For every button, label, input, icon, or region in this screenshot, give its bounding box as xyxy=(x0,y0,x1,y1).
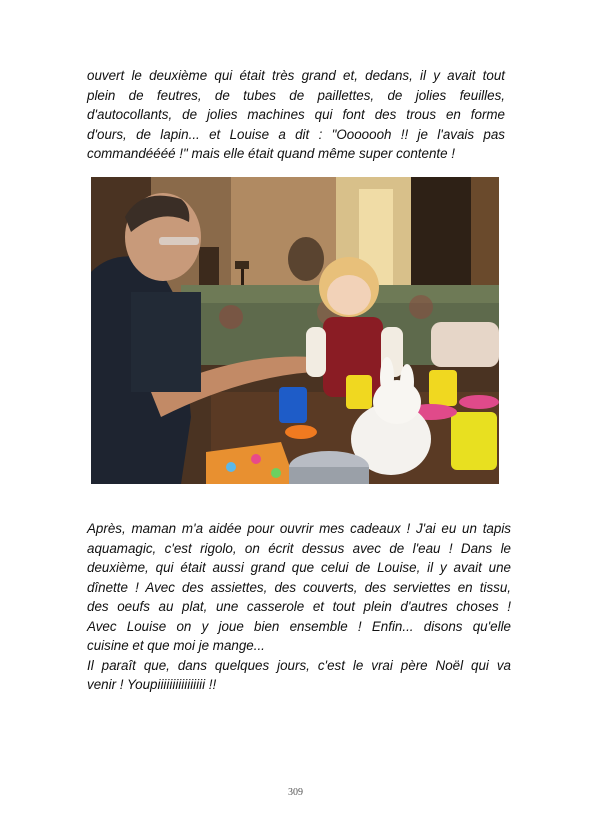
text-line: Il paraît que, dans quelques jours, c'est le vrai père Noël qui va xyxy=(87,657,511,673)
paragraph-2 xyxy=(87,519,511,695)
family-photo xyxy=(91,177,499,484)
text-line: venir ! Youpiiiiiiiiiiiiiiii !! xyxy=(87,677,217,692)
text-line: Avec Louise on y joue bien ensemble ! Enfin... disons qu'elle xyxy=(87,618,511,634)
text-line: ouvert le deuxième qui était très grand et, dedans, il y avait tout xyxy=(87,68,505,83)
text-line: plein de feutres, de tubes de paillettes, de jolies feuilles, xyxy=(87,87,505,103)
text-line: deuxième, qui était aussi grand que celui de Louise, il y avait une xyxy=(87,560,511,575)
text-line: d'autocollants, de jolies machines qui font des trous en forme xyxy=(87,107,505,122)
text-line: aquamagic, c'est rigolo, on écrit dessus avec de l'eau ! Dans le xyxy=(87,540,511,556)
text-line: des oeufs au plat, une casserole et tout plein d'autres choses ! xyxy=(87,599,511,614)
paragraph-1 xyxy=(87,66,505,164)
text-line: d'ours, de lapin... et Louise a dit : "Ooooooh !! je l'avais pas xyxy=(87,126,505,142)
text-line: Après, maman m'a aidée pour ouvrir mes cadeaux ! J'ai eu un tapis xyxy=(87,521,511,536)
text-line: commandéééé !" mais elle était quand même super contente ! xyxy=(87,146,455,161)
page-number: 309 xyxy=(288,787,303,798)
text-line: dînette ! Avec des assiettes, des couverts, des serviettes en tissu, xyxy=(87,579,511,595)
text-line: cuisine et que moi je mange... xyxy=(87,638,265,653)
